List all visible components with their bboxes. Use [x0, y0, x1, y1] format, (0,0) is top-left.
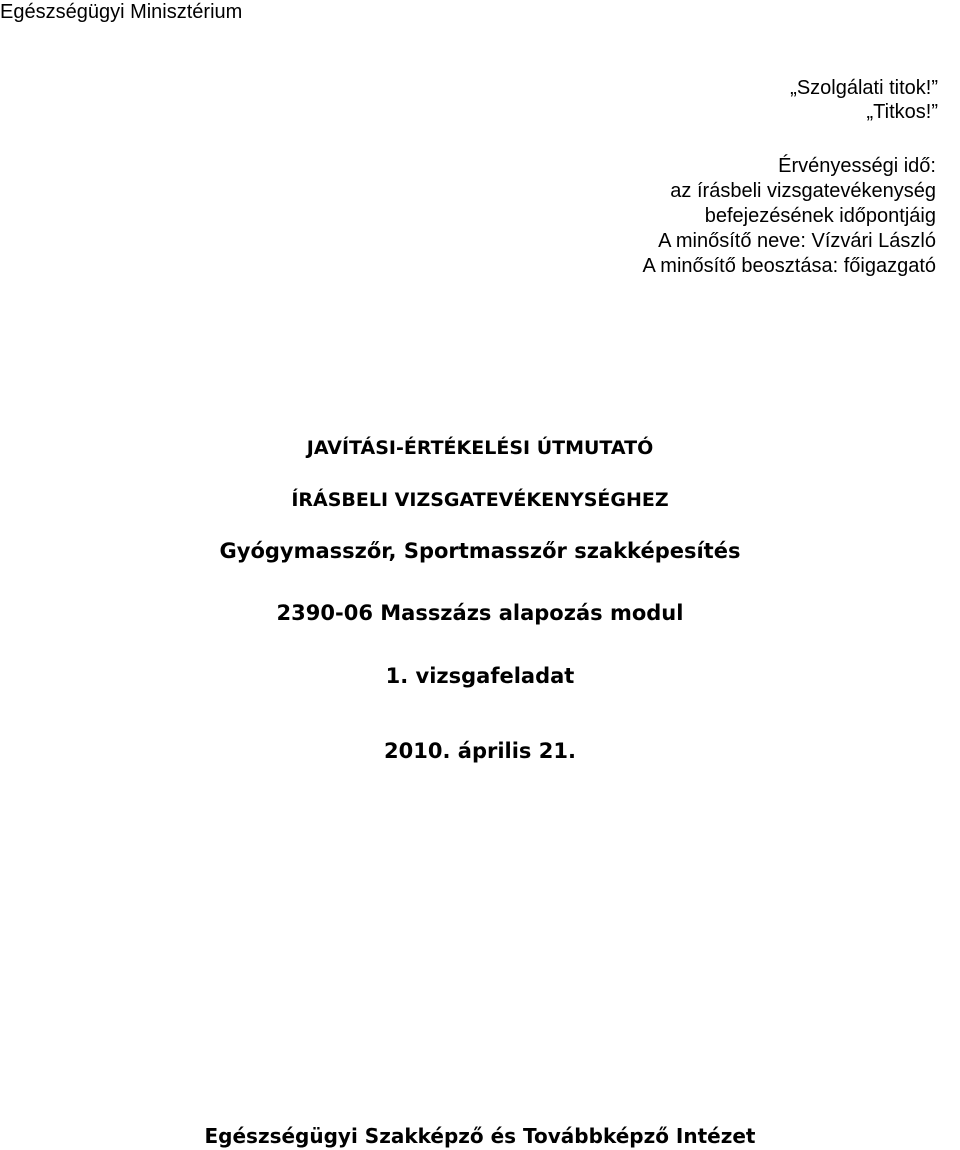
classification-secret: „Titkos!”: [866, 101, 938, 123]
qualifier-name: A minősítő neve: Vízvári László: [658, 230, 936, 252]
institute-name: Egészségügyi Szakképző és Továbbképző Intézet: [204, 1124, 756, 1148]
classification-service-secret: „Szolgálati titok!”: [790, 77, 938, 99]
ministry-name: Egészségügyi Minisztérium: [0, 1, 243, 23]
title-activity: ÍRÁSBELI VIZSGATEVÉKENYSÉGHEZ: [291, 489, 669, 511]
validity-line-3: befejezésének időpontjáig: [704, 205, 936, 227]
title-guide: JAVÍTÁSI-ÉRTÉKELÉSI ÚTMUTATÓ: [306, 437, 654, 459]
title-task: 1. vizsgafeladat: [385, 664, 575, 688]
qualifier-position: A minősítő beosztása: főigazgató: [642, 255, 936, 277]
title-module: 2390-06 Masszázs alapozás modul: [276, 601, 684, 625]
title-qualification: Gyógymasszőr, Sportmasszőr szakképesítés: [219, 539, 741, 563]
validity-line-2: az írásbeli vizsgatevékenység: [670, 180, 936, 202]
validity-block: [642, 154, 936, 279]
validity-label: Érvényességi idő:: [778, 155, 936, 177]
title-date: 2010. április 21.: [384, 739, 576, 763]
classification-block: [790, 76, 938, 124]
